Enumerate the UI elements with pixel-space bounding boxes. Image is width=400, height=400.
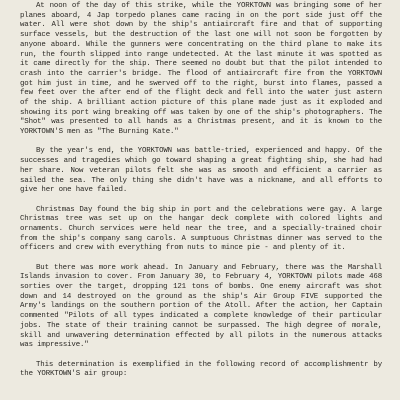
paragraph-burning-kate: At noon of the day of this strike, while the YORKTOWN was bringing some of her planes aboard, 4 Jap torpedo planes came racing in on the port side just off the water. All were shot down by the ship's antiaircraft fire and that of supporting surface vessels, but the destruction of the last one will not soon be forgotten by anyone aboard. While the gunners were concentrating on the third plane to make its run, the fourth slipped into range undetected. At the last minute it was spotted as it came directly for the ship. There seemed no doubt but that the pilot intended to crash into the carrier's bridge. The flood of antiaircraft fire from the YORKTOWN got him just in time, and he swerved off to the right, burst into flames, passed a few feet over the after end of the flight deck and fell into the water just astern of the ship. A brilliant action picture of this plane made just as it exploded and showing its port wing breaking off was taken by one of the ship's photographers. The "Shot" was presented to all hands as a Christmas present, and it is known to the YORKTOWN'S men as "The Burning Kate."	[20, 2, 382, 137]
paragraph-christmas-day: Christmas Day found the big ship in port and the celebrations were gay. A large Christmas tree was set up on the hangar deck complete with colored lights and ornaments. Church services were held near the tree, and a specially-trained choir from the ship's company sang carols. A sumptuous Christmas dinner was served to the officers and crew with everything from nuts to mince pie - and plenty of it.	[20, 205, 382, 253]
paragraph-marshall-islands: But there was more work ahead. In January and February, there was the Marshall Islands invasion to cover. From January 30, to February 4, YORKTOWN pilots made 468 sorties over the target, dropping 121 tons of bombs. One enemy aircraft was shot down and 14 destroyed on the ground as the ship's Air Group FIVE supported the Army's landings on the southern portion of the Atoll. After the action, her Captain commented "Pilots of all types indicated a complete knowledge of their particular jobs. The state of their training cannot be surpassed. The high degree of morale, skill and unwavering determination effected by all pilots in the numerous attacks was impressive."	[20, 263, 382, 350]
paragraph-years-end: By the year's end, the YORKTOWN was battle-tried, experienced and happy. Of the successes and tragedies which go toward shaping a great fighting ship, she had had her share. Now veteran pilots felt she was as smooth and efficient a carrier as sailed the sea. The only thing she didn't have was a nickname, and all efforts to give her one have failed.	[20, 147, 382, 195]
paragraph-determination: This determination is exemplified in the following record of accomplishmentr by the YORKTOWN'S air group:	[20, 360, 382, 379]
